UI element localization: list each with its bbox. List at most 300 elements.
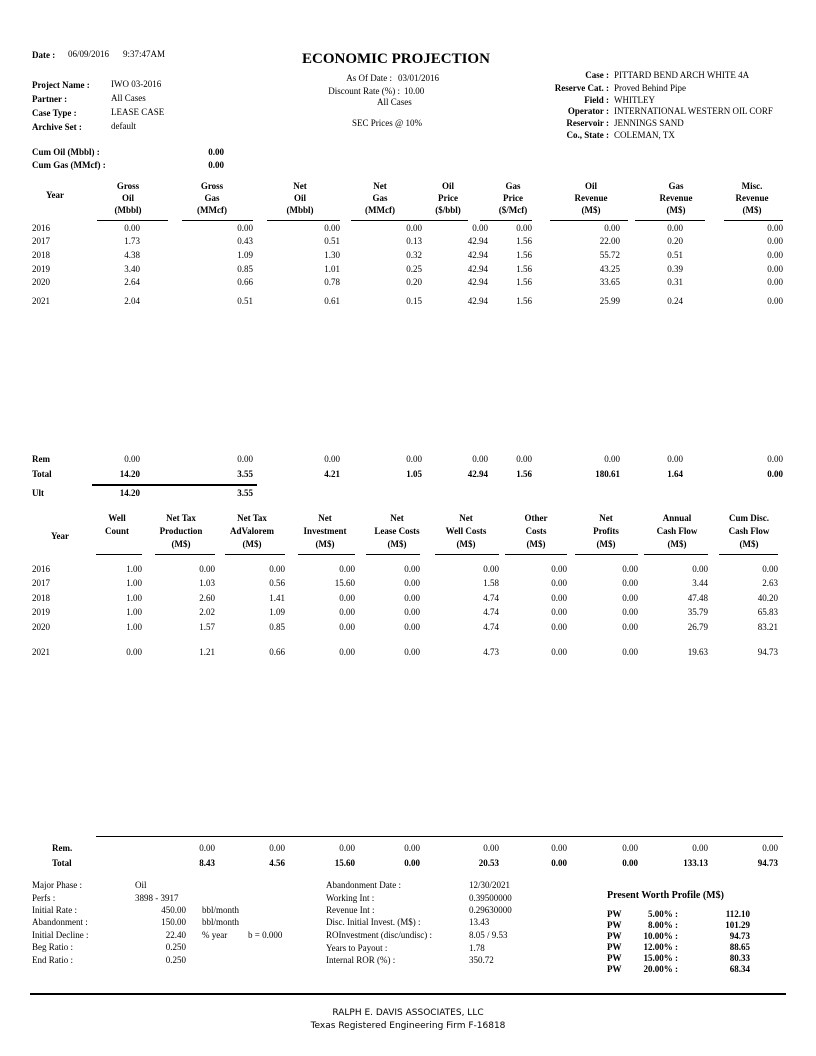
total-value: 0.00	[767, 469, 783, 479]
cell-value: 0.00	[622, 647, 638, 657]
pw-rate: 8.00% :	[648, 920, 678, 930]
total-value: 15.60	[334, 858, 355, 868]
header-underline	[298, 554, 355, 555]
column-header: Gas	[372, 193, 388, 203]
pw-rate: 10.00% :	[643, 931, 678, 941]
case-field-value: COLEMAN, TX	[614, 130, 675, 140]
cell-value: 22.00	[599, 236, 620, 246]
row-year: 2017	[32, 578, 50, 588]
column-header: Cash Flow	[728, 526, 770, 536]
pw-label: PW	[607, 920, 622, 930]
cell-value: 0.00	[767, 250, 783, 260]
row-year: 2021	[32, 647, 50, 657]
param-label: Abandonment :	[32, 917, 88, 927]
cell-value: 2.02	[199, 607, 215, 617]
header-underline	[719, 554, 778, 555]
column-header: Cum Disc.	[729, 513, 769, 523]
total-value: 3.55	[237, 469, 253, 479]
column-header: Other	[524, 513, 548, 523]
column-header: Net	[373, 181, 387, 191]
total-value: 42.94	[467, 469, 488, 479]
case-field-label: Operator :	[567, 106, 609, 116]
rem-value: 0.00	[604, 454, 620, 464]
param-label: Beg Ratio :	[32, 942, 73, 952]
row-year: 2018	[32, 593, 50, 603]
cell-value: 0.00	[406, 223, 422, 233]
cell-value: 1.41	[269, 593, 285, 603]
cell-value: 1.01	[324, 264, 340, 274]
total-label: Total	[32, 469, 52, 479]
case-field-label: Reservoir :	[566, 118, 609, 128]
cell-value: 1.00	[126, 578, 142, 588]
column-header: (M$)	[596, 539, 616, 549]
column-header: (M$)	[581, 205, 601, 215]
project-field-value: default	[111, 121, 136, 131]
econ-label: Internal ROR (%) :	[326, 955, 396, 965]
column-header: (M$)	[242, 539, 262, 549]
column-header: ($/bbl)	[435, 205, 461, 215]
project-field-value: IWO 03-2016	[111, 79, 162, 89]
row-year: 2016	[32, 564, 50, 574]
column-header: Misc.	[741, 181, 763, 191]
cell-value: 15.60	[334, 578, 355, 588]
econ-label: Abandonment Date :	[326, 880, 401, 890]
cell-value: 0.00	[551, 647, 567, 657]
pw-rate: 20.00% :	[643, 964, 678, 974]
total-value: 0.00	[622, 858, 638, 868]
rem-value: 0.00	[667, 454, 683, 464]
ult-label: Ult	[32, 488, 44, 498]
date-label: Date :	[32, 50, 56, 60]
column-header: (M$)	[667, 539, 687, 549]
cell-value: 1.00	[126, 607, 142, 617]
cell-value: 0.51	[324, 236, 340, 246]
rem-value: 0.00	[551, 843, 567, 853]
cell-value: 0.00	[404, 564, 420, 574]
pw-label: PW	[607, 953, 622, 963]
totals-rule	[96, 836, 783, 837]
param-unit: bbl/month	[202, 905, 240, 915]
pw-value: 88.65	[729, 942, 750, 952]
header-underline	[550, 220, 628, 221]
cell-value: 1.56	[516, 250, 532, 260]
header-underline	[351, 220, 422, 221]
cell-value: 0.51	[237, 296, 253, 306]
column-header: (M$)	[739, 539, 759, 549]
rem-value: 0.00	[406, 454, 422, 464]
row-year: 2016	[32, 223, 50, 233]
cell-value: 0.13	[406, 236, 422, 246]
project-field-label: Archive Set :	[32, 122, 82, 132]
cell-value: 0.20	[667, 236, 683, 246]
cell-value: 0.66	[269, 647, 285, 657]
cell-value: 0.00	[472, 223, 488, 233]
rem-value: 0.00	[199, 843, 215, 853]
cell-value: 0.00	[551, 622, 567, 632]
cell-value: 4.38	[124, 250, 140, 260]
as-of-label: As Of Date :	[346, 73, 392, 83]
param-unit: bbl/month	[202, 917, 240, 927]
param-value: 150.00	[161, 917, 186, 927]
rem-value: 0.00	[124, 454, 140, 464]
param-value: 0.250	[165, 955, 186, 965]
header-underline	[155, 554, 215, 555]
report-date: 06/09/2016	[68, 49, 110, 59]
cell-value: 1.57	[199, 622, 215, 632]
param-label: Initial Decline :	[32, 930, 89, 940]
cell-value: 0.39	[667, 264, 683, 274]
project-field-label: Case Type :	[32, 108, 77, 118]
cell-value: 0.00	[199, 564, 215, 574]
row-year: 2021	[32, 296, 50, 306]
cell-value: 0.25	[406, 264, 422, 274]
cell-value: 0.00	[404, 578, 420, 588]
cell-value: 1.09	[237, 250, 253, 260]
header-underline	[97, 220, 168, 221]
row-year: 2020	[32, 622, 50, 632]
cell-value: 1.58	[483, 578, 499, 588]
param-extra: b = 0.000	[248, 930, 283, 940]
column-header: Revenue	[735, 193, 769, 203]
case-field-label: Field :	[584, 95, 609, 105]
cell-value: 0.00	[404, 622, 420, 632]
footer-company: RALPH E. DAVIS ASSOCIATES, LLC	[332, 1008, 484, 1018]
cell-value: 0.24	[667, 296, 683, 306]
column-header: Net	[318, 513, 332, 523]
total-value: 133.13	[683, 858, 708, 868]
econ-value: 1.78	[469, 943, 485, 953]
param-label: Major Phase :	[32, 880, 82, 890]
report-time: 9:37:47AM	[123, 49, 166, 59]
pw-value: 101.29	[725, 920, 750, 930]
column-header: Revenue	[574, 193, 608, 203]
cell-value: 0.00	[269, 564, 285, 574]
pw-value: 80.33	[729, 953, 750, 963]
total-value: 1.64	[667, 469, 683, 479]
cell-value: 2.60	[199, 593, 215, 603]
cell-value: 0.00	[767, 236, 783, 246]
header-underline	[225, 554, 285, 555]
header-underline	[635, 220, 705, 221]
column-header: Well	[108, 513, 126, 523]
total-value: 0.00	[404, 858, 420, 868]
cell-value: 3.44	[692, 578, 708, 588]
param-label: Perfs :	[32, 893, 56, 903]
column-header: Lease Costs	[374, 526, 420, 536]
rem-value: 0.00	[622, 843, 638, 853]
param-value: 22.40	[165, 930, 186, 940]
column-header: (M$)	[666, 205, 686, 215]
column-header: Annual	[662, 513, 692, 523]
project-field-value: All Cases	[111, 93, 146, 103]
cell-value: 0.00	[324, 223, 340, 233]
cell-value: 0.00	[667, 223, 683, 233]
column-header: Costs	[525, 526, 547, 536]
column-header: Well Costs	[445, 526, 487, 536]
ult-value: 3.55	[237, 488, 253, 498]
column-header: (Mbbl)	[114, 205, 142, 215]
total-value: 1.05	[406, 469, 422, 479]
ult-rule	[92, 484, 257, 486]
total-value: 8.43	[199, 858, 215, 868]
cell-value: 4.74	[483, 622, 499, 632]
param-value: 0.250	[165, 942, 186, 952]
pw-value: 68.34	[729, 964, 750, 974]
param-value: Oil	[135, 880, 147, 890]
project-field-label: Project Name :	[32, 80, 90, 90]
column-header: Gas	[204, 193, 220, 203]
cell-value: 0.00	[622, 593, 638, 603]
cell-value: 0.00	[404, 607, 420, 617]
ult-value: 14.20	[119, 488, 140, 498]
cell-value: 0.51	[667, 250, 683, 260]
column-header: Cash Flow	[656, 526, 698, 536]
cell-value: 25.99	[599, 296, 620, 306]
econ-value: 0.29630000	[469, 905, 512, 915]
cell-value: 0.00	[767, 296, 783, 306]
cell-value: 0.00	[622, 578, 638, 588]
cell-value: 94.73	[757, 647, 778, 657]
cell-value: 2.64	[124, 277, 140, 287]
column-header: Gas	[505, 181, 521, 191]
project-field-value: LEASE CASE	[111, 107, 165, 117]
case-field-value: WHITLEY	[614, 95, 655, 105]
header-underline	[724, 220, 783, 221]
column-header: Count	[104, 526, 129, 536]
cell-value: 0.00	[767, 223, 783, 233]
econ-value: 12/30/2021	[469, 880, 511, 890]
case-field-value: INTERNATIONAL WESTERN OIL CORF	[614, 106, 773, 116]
econ-label: Years to Payout :	[326, 943, 388, 953]
header-underline	[366, 554, 420, 555]
column-header: Net Tax	[166, 513, 196, 523]
rem-value: 0.00	[339, 843, 355, 853]
cell-value: 42.94	[467, 250, 488, 260]
cell-value: 0.00	[339, 593, 355, 603]
case-field-value: Proved Behind Pipe	[614, 83, 686, 93]
header-underline	[505, 554, 567, 555]
econ-value: 8.05 / 9.53	[469, 930, 508, 940]
row-year: 2019	[32, 264, 50, 274]
cell-value: 0.31	[667, 277, 683, 287]
cell-value: 0.00	[551, 564, 567, 574]
cell-value: 0.00	[237, 223, 253, 233]
cell-value: 0.56	[269, 578, 285, 588]
cell-value: 1.56	[516, 264, 532, 274]
cell-value: 1.30	[324, 250, 340, 260]
cell-value: 0.00	[339, 564, 355, 574]
column-header: (M$)	[387, 539, 407, 549]
rem-value: 0.00	[692, 843, 708, 853]
column-header: Net	[293, 181, 307, 191]
cum-gas-label: Cum Gas (MMcf) :	[32, 160, 106, 170]
cum-oil-value: 0.00	[208, 147, 224, 157]
cell-value: 26.79	[687, 622, 708, 632]
cell-value: 0.00	[767, 264, 783, 274]
year-header: Year	[46, 190, 64, 200]
column-header: Revenue	[659, 193, 693, 203]
column-header: Gross	[116, 181, 140, 191]
discount-rate: 10.00	[404, 86, 425, 96]
pw-value: 112.10	[725, 909, 750, 919]
column-header: (M$)	[315, 539, 335, 549]
econ-value: 350.72	[469, 955, 494, 965]
pw-rate: 12.00% :	[643, 942, 678, 952]
cell-value: 0.00	[126, 647, 142, 657]
case-field-value: PITTARD BEND ARCH WHITE 4A	[614, 70, 750, 80]
cell-value: 42.94	[467, 296, 488, 306]
column-header: Oil	[121, 193, 134, 203]
column-header: Gross	[200, 181, 224, 191]
header-underline	[96, 554, 142, 555]
column-header: Production	[159, 526, 203, 536]
column-header: AdValorem	[229, 526, 274, 536]
cell-value: 40.20	[757, 593, 778, 603]
footer-divider	[30, 993, 786, 995]
pw-rate: 5.00% :	[648, 909, 678, 919]
rem-value: 0.00	[237, 454, 253, 464]
pw-label: PW	[607, 964, 622, 974]
cell-value: 42.94	[467, 236, 488, 246]
cell-value: 1.56	[516, 236, 532, 246]
econ-value: 13.43	[469, 917, 490, 927]
rem-value: 0.00	[762, 843, 778, 853]
cell-value: 1.00	[126, 593, 142, 603]
cell-value: 42.94	[467, 264, 488, 274]
cum-oil-label: Cum Oil (Mbbl) :	[32, 147, 100, 157]
param-value: 450.00	[161, 905, 186, 915]
cell-value: 2.63	[762, 578, 778, 588]
cell-value: 1.56	[516, 277, 532, 287]
cell-value: 0.00	[551, 593, 567, 603]
footer-registration: Texas Registered Engineering Firm F-16818	[310, 1021, 506, 1031]
cell-value: 1.09	[269, 607, 285, 617]
cum-gas-value: 0.00	[208, 160, 224, 170]
cell-value: 55.72	[599, 250, 620, 260]
sec-prices-note: SEC Prices @ 10%	[352, 118, 423, 128]
cell-value: 65.83	[757, 607, 778, 617]
header-underline	[435, 554, 499, 555]
column-header: (M$)	[526, 539, 546, 549]
rem-label: Rem.	[52, 843, 73, 853]
pw-value: 94.73	[729, 931, 750, 941]
case-field-label: Reserve Cat. :	[554, 83, 609, 93]
column-header: (Mbbl)	[286, 205, 314, 215]
cell-value: 0.00	[483, 564, 499, 574]
cell-value: 0.00	[692, 564, 708, 574]
cell-value: 0.00	[551, 578, 567, 588]
cell-value: 0.00	[516, 223, 532, 233]
cell-value: 1.73	[124, 236, 140, 246]
column-header: Gas	[668, 181, 684, 191]
cell-value: 0.43	[237, 236, 253, 246]
column-header: (MMcf)	[197, 205, 227, 215]
cell-value: 0.00	[339, 607, 355, 617]
cell-value: 0.66	[237, 277, 253, 287]
econ-label: Revenue Int :	[326, 905, 375, 915]
cell-value: 1.00	[126, 622, 142, 632]
column-header: Oil	[584, 181, 597, 191]
column-header: Price	[438, 193, 458, 203]
column-header: Net	[459, 513, 473, 523]
header-underline	[267, 220, 340, 221]
cell-value: 1.56	[516, 296, 532, 306]
cell-value: 43.25	[599, 264, 620, 274]
case-field-label: Case :	[585, 70, 609, 80]
cell-value: 1.03	[199, 578, 215, 588]
cell-value: 0.00	[622, 564, 638, 574]
cell-value: 0.20	[406, 277, 422, 287]
cell-value: 0.00	[339, 647, 355, 657]
header-underline	[182, 220, 253, 221]
column-header: Net	[390, 513, 404, 523]
cell-value: 42.94	[467, 277, 488, 287]
total-value: 14.20	[119, 469, 140, 479]
column-header: Net Tax	[237, 513, 267, 523]
rem-value: 0.00	[483, 843, 499, 853]
param-value: 3898 - 3917	[135, 893, 179, 903]
cell-value: 0.61	[324, 296, 340, 306]
cell-value: 1.21	[199, 647, 215, 657]
column-header: (M$)	[742, 205, 762, 215]
total-value: 20.53	[478, 858, 499, 868]
cell-value: 35.79	[687, 607, 708, 617]
econ-value: 0.39500000	[469, 893, 512, 903]
column-header: Profits	[593, 526, 619, 536]
cell-value: 2.04	[124, 296, 140, 306]
row-year: 2020	[32, 277, 50, 287]
row-year: 2018	[32, 250, 50, 260]
case-field-value: JENNINGS SAND	[614, 118, 684, 128]
cell-value: 47.48	[687, 593, 708, 603]
cell-value: 0.00	[622, 607, 638, 617]
rem-value: 0.00	[472, 454, 488, 464]
cell-value: 4.74	[483, 607, 499, 617]
cell-value: 0.00	[762, 564, 778, 574]
cell-value: 0.32	[406, 250, 422, 260]
rem-value: 0.00	[767, 454, 783, 464]
column-header: Oil	[293, 193, 306, 203]
cell-value: 0.78	[324, 277, 340, 287]
rem-value: 0.00	[404, 843, 420, 853]
cell-value: 0.00	[551, 607, 567, 617]
case-field-label: Co., State :	[566, 130, 609, 140]
total-value: 1.56	[516, 469, 532, 479]
econ-label: Disc. Initial Invest. (M$) :	[326, 917, 421, 927]
pw-profile-title: Present Worth Profile (M$)	[607, 890, 724, 901]
cell-value: 0.00	[124, 223, 140, 233]
cell-value: 0.00	[622, 622, 638, 632]
pw-label: PW	[607, 909, 622, 919]
rem-value: 0.00	[324, 454, 340, 464]
param-label: End Ratio :	[32, 955, 73, 965]
report-title: ECONOMIC PROJECTION	[302, 51, 490, 67]
pw-label: PW	[607, 931, 622, 941]
cell-value: 0.00	[404, 647, 420, 657]
rem-label: Rem	[32, 454, 50, 464]
total-value: 180.61	[595, 469, 620, 479]
total-value: 4.21	[324, 469, 340, 479]
cell-value: 0.85	[269, 622, 285, 632]
cell-value: 4.73	[483, 647, 499, 657]
rem-value: 0.00	[269, 843, 285, 853]
header-underline	[480, 220, 532, 221]
cell-value: 0.00	[404, 593, 420, 603]
column-header: Net	[599, 513, 613, 523]
as-of-date: 03/01/2016	[398, 73, 440, 83]
cell-value: 3.40	[124, 264, 140, 274]
header-underline	[418, 220, 468, 221]
